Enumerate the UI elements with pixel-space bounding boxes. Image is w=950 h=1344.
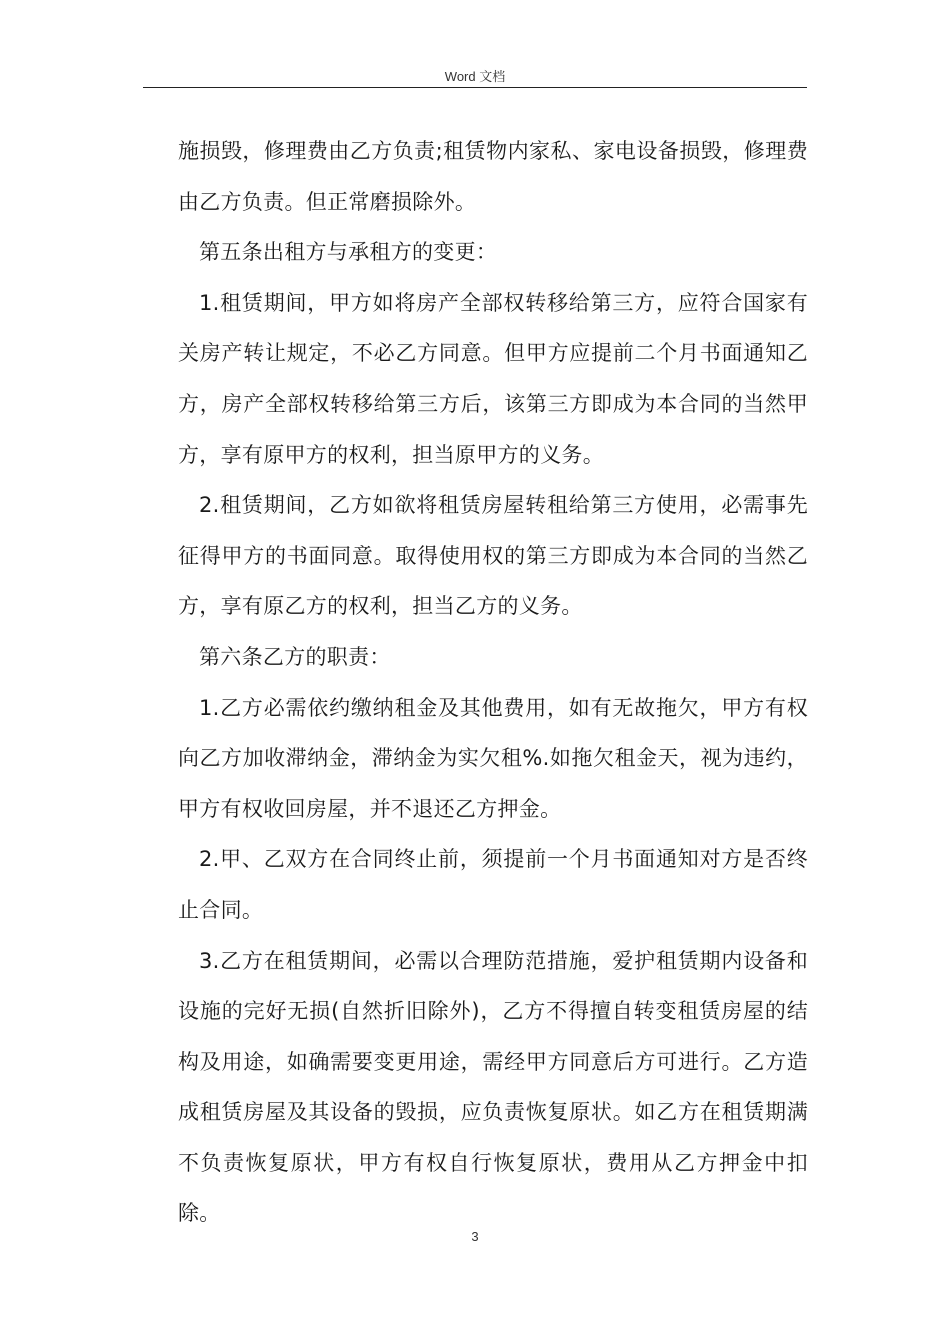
page-header-title: Word 文档	[444, 69, 506, 84]
page-number: 3	[471, 1229, 479, 1244]
paragraph-1: 施损毁，修理费由乙方负责;租赁物内家私、家电设备损毁，修理费由乙方负责。但正常磨损除外。	[178, 139, 808, 214]
paragraph-8: 3.乙方在租赁期间，必需以合理防范措施，爱护租赁期内设备和设施的完好无损(自然折旧除外)，乙方不得擅自转变租赁房屋的结构及用途，如确需要变更用途，需经甲方同意后方可进行。乙方造成租赁房屋及其设备的毁损，应负责恢复原状。如乙方在租赁期满不负责恢复原状，甲方有权自行恢复原状，费用从乙方押金中扣除。	[178, 948, 808, 1226]
paragraph-7: 2.甲、乙双方在合同终止前，须提前一个月书面通知对方是否终止合同。	[178, 847, 808, 922]
paragraph-3: 1.租赁期间，甲方如将房产全部权转移给第三方，应符合国家有关房产转让规定，不必乙方同意。但甲方应提前二个月书面通知乙方，房产全部权转移给第三方后，该第三方即成为本合同的当然甲方，享有原甲方的权利，担当原甲方的义务。	[178, 290, 808, 467]
document-body	[178, 126, 808, 1239]
header-divider	[143, 87, 807, 88]
paragraph-5: 第六条乙方的职责：	[199, 644, 391, 669]
paragraph-2: 第五条出租方与承租方的变更：	[199, 240, 498, 265]
paragraph-6: 1.乙方必需依约缴纳租金及其他费用，如有无故拖欠，甲方有权向乙方加收滞纳金，滞纳金为实欠租%.如拖欠租金天，视为违约，甲方有权收回房屋，并不退还乙方押金。	[178, 695, 808, 821]
paragraph-4: 2.租赁期间，乙方如欲将租赁房屋转租给第三方使用，必需事先征得甲方的书面同意。取得使用权的第三方即成为本合同的当然乙方，享有原乙方的权利，担当乙方的义务。	[178, 493, 808, 619]
